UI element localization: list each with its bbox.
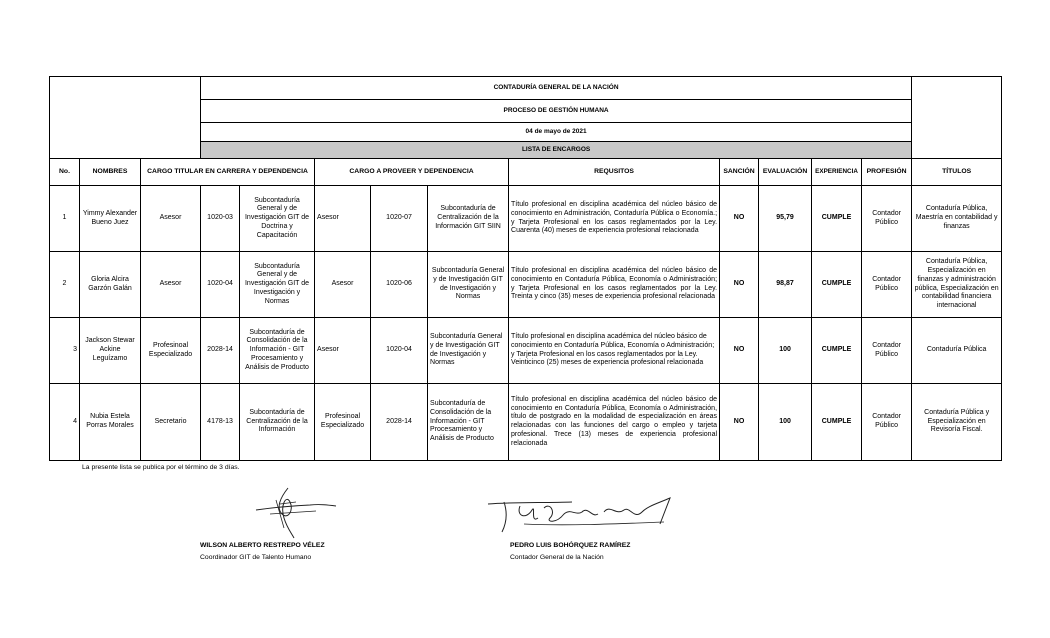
- row-codigo-proveer: 1020-07: [371, 186, 428, 252]
- list-title: LISTA DE ENCARGOS: [201, 142, 912, 159]
- row-nombre: Jackson Stewar Ackine Leguízamo: [80, 318, 141, 384]
- row-codigo-titular: 1020-04: [201, 252, 240, 318]
- row-cargo-proveer: Asesor: [315, 318, 371, 384]
- row-codigo-titular: 4178-13: [201, 384, 240, 461]
- signer-1-name: WILSON ALBERTO RESTREPO VÉLEZ: [200, 542, 325, 549]
- row-requisitos: Título profesional en disciplina académica del núcleo básico de conocimiento en Contaduría Pública, Economía o Administración, título de postgrado en la modalidad de especialización en áreas relacionadas con las funciones del cargo o empleo y tarjeta profesional. Trece (13) meses de experiencia profesional relacionada: [509, 384, 720, 461]
- row-cargo-proveer: Asesor: [315, 252, 371, 318]
- row-dep-proveer: Subcontaduría de Consolidación de la Información - GIT Procesamiento y Análisis de Producto: [428, 384, 509, 461]
- signer-1-role: Coordinador GIT de Talento Humano: [200, 554, 312, 561]
- publication-note: La presente lista se publica por el término de 3 días.: [82, 464, 240, 471]
- row-nombre: Yimmy Alexander Bueno Juez: [80, 186, 141, 252]
- row-codigo-proveer: 1020-04: [371, 318, 428, 384]
- row-requisitos: Título profesional en disciplina académica del núcleo básico de conocimiento en Administración, Contaduría Pública o Economía.; y Tarjeta Profesional en los casos reglamentados por la Ley. Cuarenta (40) meses de experiencia profesional relacionada: [509, 186, 720, 252]
- row-cargo-titular: Secretario: [141, 384, 201, 461]
- row-titulos: Contaduría Pública, Maestría en contabilidad y finanzas: [912, 186, 1002, 252]
- row-dep-titular: Subcontaduría de Centralización de la Información: [240, 384, 315, 461]
- row-codigo-titular: 1020-03: [201, 186, 240, 252]
- row-no: 2: [50, 252, 80, 318]
- table-row: [50, 186, 1002, 252]
- row-evaluacion: 100: [759, 318, 812, 384]
- row-codigo-proveer: 1020-06: [371, 252, 428, 318]
- col-cargo-titular: CARGO TITULAR EN CARRERA Y DEPENDENCIA: [141, 159, 315, 186]
- date: 04 de mayo de 2021: [201, 123, 912, 142]
- table-row: [50, 252, 1002, 318]
- logo-cell: [50, 77, 201, 159]
- row-cargo-titular: Asesor: [141, 252, 201, 318]
- row-dep-titular: Subcontaduría General y de Investigación GIT de Investigación y Normas: [240, 252, 315, 318]
- col-nombres: NOMBRES: [80, 159, 141, 186]
- row-dep-titular: Subcontaduría General y de Investigación GIT de Doctrina y Capacitación: [240, 186, 315, 252]
- col-no: No.: [50, 159, 80, 186]
- col-titulos: TÍTULOS: [912, 159, 1002, 186]
- row-codigo-titular: 2028-14: [201, 318, 240, 384]
- col-evaluacion: EVALUACIÓN: [759, 159, 812, 186]
- entity-title: CONTADURÍA GENERAL DE LA NACIÓN: [201, 77, 912, 100]
- row-dep-titular: Subcontaduría de Consolidación de la Información - GIT Procesamiento y Análisis de Producto: [240, 318, 315, 384]
- row-dep-proveer: Subcontaduría de Centralización de la Información GIT SIIN: [428, 186, 509, 252]
- row-profesion: Contador Público: [862, 384, 912, 461]
- row-requisitos: Título profesional en disciplina académica del núcleo básico de conocimiento en Contaduría Pública, Economía o Administración; y Tarjeta Profesional en los casos reglamentados por la Ley. Treinta y cinco (35) meses de experiencia profesional relacionada: [509, 252, 720, 318]
- col-experiencia: EXPERIENCIA: [812, 159, 862, 186]
- col-requisitos: REQUSITOS: [509, 159, 720, 186]
- row-no: 1: [50, 186, 80, 252]
- col-profesion: PROFESIÓN: [862, 159, 912, 186]
- row-profesion: Contador Público: [862, 186, 912, 252]
- row-titulos: Contaduría Pública y Especialización en Revisoría Fiscal.: [912, 384, 1002, 461]
- row-nombre: Gloria Alcira Garzón Galán: [80, 252, 141, 318]
- signature-pedro: [484, 494, 674, 538]
- row-titulos: Contaduría Pública, Especialización en finanzas y administración pública, Especialización en contabilidad financiera internacional: [912, 252, 1002, 318]
- table-row: [50, 318, 1002, 384]
- process-title: PROCESO DE GESTIÓN HUMANA: [201, 100, 912, 123]
- row-experiencia: CUMPLE: [812, 252, 862, 318]
- row-evaluacion: 98,87: [759, 252, 812, 318]
- row-cargo-proveer: Profesinoal Especializado: [315, 384, 371, 461]
- right-header-cell: [912, 77, 1002, 159]
- row-sancion: NO: [720, 318, 759, 384]
- row-no: 4: [50, 384, 80, 461]
- row-nombre: Nubia Estela Porras Morales: [80, 384, 141, 461]
- row-cargo-titular: Asesor: [141, 186, 201, 252]
- row-sancion: NO: [720, 384, 759, 461]
- row-titulos: Contaduría Pública: [912, 318, 1002, 384]
- row-sancion: NO: [720, 252, 759, 318]
- signer-2-role: Contador General de la Nación: [510, 554, 604, 561]
- row-dep-proveer: Subcontaduría General y de Investigación GIT de Investigación y Normas: [428, 252, 509, 318]
- row-experiencia: CUMPLE: [812, 384, 862, 461]
- row-dep-proveer: Subcontaduría General y de Investigación GIT de Investigación y Normas: [428, 318, 509, 384]
- row-evaluacion: 95,79: [759, 186, 812, 252]
- row-cargo-proveer: Asesor: [315, 186, 371, 252]
- col-sancion: SANCIÓN: [720, 159, 759, 186]
- row-requisitos: Título profesional en disciplina académica del núcleo básico de conocimiento en Contaduría Pública, Economía o Administración; y Tarjeta Profesional en los casos reglamentados por la Ley. Veinticinco (25) meses de experiencia profesional relacionada: [509, 318, 720, 384]
- row-profesion: Contador Público: [862, 318, 912, 384]
- encargos-table: [49, 76, 1002, 461]
- row-cargo-titular: Profesinoal Especializado: [141, 318, 201, 384]
- column-header-row: [50, 159, 1002, 186]
- signer-2-name: PEDRO LUIS BOHÓRQUEZ RAMÍREZ: [510, 542, 631, 549]
- row-evaluacion: 100: [759, 384, 812, 461]
- col-cargo-proveer: CARGO A PROVEER Y DEPENDENCIA: [315, 159, 509, 186]
- row-profesion: Contador Público: [862, 252, 912, 318]
- row-experiencia: CUMPLE: [812, 186, 862, 252]
- row-codigo-proveer: 2028-14: [371, 384, 428, 461]
- signature-wilson: [250, 484, 340, 540]
- row-no: 3: [50, 318, 80, 384]
- row-experiencia: CUMPLE: [812, 318, 862, 384]
- row-sancion: NO: [720, 186, 759, 252]
- table-row: [50, 384, 1002, 461]
